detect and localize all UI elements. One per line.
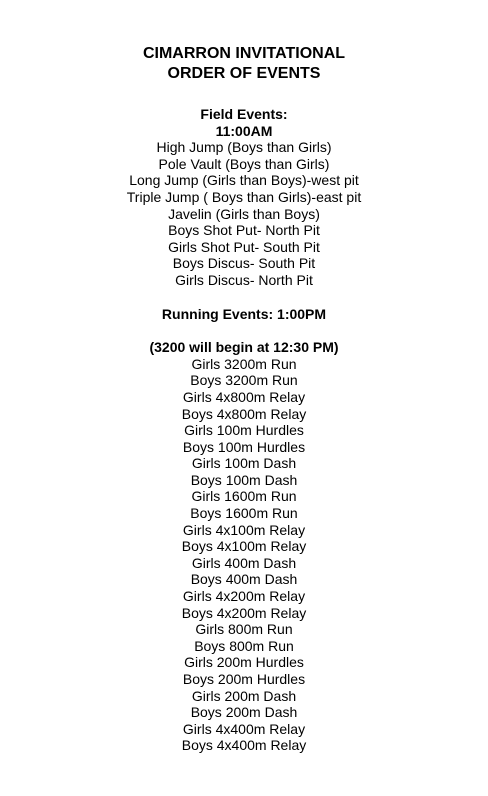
list-item: Girls 1600m Run	[191, 488, 297, 505]
list-item: Boys 4x800m Relay	[181, 405, 307, 422]
list-item: Girls 200m Dash	[191, 687, 297, 704]
list-item: Boys Discus- South Pit	[172, 255, 316, 272]
field-events-time: 11:00AM	[215, 122, 273, 139]
list-item: Girls 3200m Run	[191, 355, 297, 372]
list-item: Pole Vault (Boys than Girls)	[158, 155, 330, 172]
list-item: Girls Discus- North Pit	[175, 271, 313, 288]
list-item: Girls Shot Put- South Pit	[168, 238, 320, 255]
list-item: Girls 400m Dash	[191, 554, 297, 571]
list-item: Javelin (Girls than Boys)	[168, 205, 320, 222]
document-title-line-2: ORDER OF EVENTS	[167, 65, 321, 82]
list-item: Girls 100m Hurdles	[184, 422, 304, 439]
list-item: Girls 200m Hurdles	[184, 654, 304, 671]
spacer	[0, 84, 488, 106]
document-title-line-1: CIMARRON INVITATIONAL	[142, 45, 346, 62]
list-item: Boys 4x100m Relay	[181, 538, 307, 555]
list-item: Boys 100m Hurdles	[182, 438, 306, 455]
list-item: Girls 800m Run	[195, 621, 293, 638]
spacer	[0, 289, 488, 306]
running-events-list	[0, 356, 488, 754]
list-item: Girls 4x400m Relay	[182, 720, 306, 737]
list-item: Triple Jump ( Boys than Girls)-east pit	[126, 188, 362, 205]
list-item: Boys 3200m Run	[190, 372, 298, 389]
list-item: Boys 1600m Run	[190, 505, 298, 522]
running-events-note: (3200 will begin at 12:30 PM)	[149, 339, 339, 356]
list-item: Boys 400m Dash	[190, 571, 298, 588]
field-events-heading: Field Events:	[200, 106, 288, 122]
list-item: Boys 200m Dash	[190, 704, 298, 721]
list-item: Girls 4x200m Relay	[182, 588, 306, 605]
list-item: High Jump (Boys than Girls)	[156, 139, 332, 156]
running-events-heading: Running Events: 1:00PM	[161, 305, 327, 322]
field-events-list	[0, 139, 488, 288]
list-item: Boys 100m Dash	[190, 471, 298, 488]
list-item: Boys Shot Put- North Pit	[168, 222, 320, 239]
list-item: Boys 800m Run	[194, 637, 294, 654]
list-item: Boys 4x400m Relay	[181, 737, 307, 754]
list-item: Boys 4x200m Relay	[181, 604, 307, 621]
list-item: Girls 4x800m Relay	[182, 388, 306, 405]
list-item: Boys 200m Hurdles	[182, 671, 306, 687]
list-item: Long Jump (Girls than Boys)-west pit	[129, 172, 359, 189]
list-item: Girls 4x100m Relay	[182, 521, 306, 538]
list-item: Girls 100m Dash	[191, 455, 297, 472]
spacer	[0, 322, 488, 339]
